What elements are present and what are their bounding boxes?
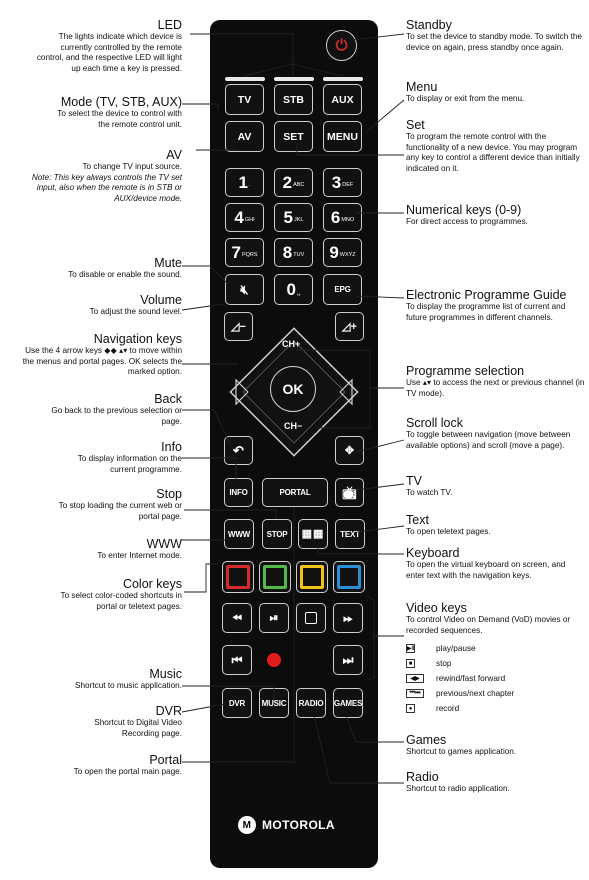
label-menu-title: Menu bbox=[406, 80, 438, 94]
label-text-desc: To open teletext pages. bbox=[406, 527, 491, 536]
www-button[interactable]: WWW bbox=[224, 519, 254, 549]
label-dvr-desc: Shortcut to Digital Video Recording page. bbox=[94, 718, 182, 738]
dvr-button[interactable]: DVR bbox=[222, 688, 252, 718]
label-set bbox=[406, 118, 586, 174]
label-standby-desc: To set the device to standby mode. To switch the device on again, press standby once again. bbox=[406, 32, 582, 52]
label-numerical-desc: For direct access to programmes. bbox=[406, 217, 528, 226]
label-navigation bbox=[0, 332, 182, 378]
label-mute-title: Mute bbox=[154, 256, 182, 270]
aux-mode-button[interactable]: AUX bbox=[323, 84, 362, 115]
label-back-desc: Go back to the previous selection or page. bbox=[51, 406, 182, 426]
stop-page-button[interactable]: STOP bbox=[262, 519, 292, 549]
label-standby bbox=[406, 18, 586, 53]
number-key-8-letters: TUV bbox=[293, 252, 305, 258]
play-pause-button[interactable] bbox=[259, 603, 289, 633]
label-games bbox=[406, 733, 586, 758]
label-menu bbox=[406, 80, 586, 105]
rewind-icon: ⏪︎ bbox=[232, 610, 242, 625]
label-av-title: AV bbox=[166, 148, 182, 162]
av-button[interactable]: AV bbox=[225, 121, 264, 152]
volume-up-icon: ◿+ bbox=[342, 321, 357, 333]
blue-color-key[interactable] bbox=[333, 561, 365, 593]
label-numerical bbox=[406, 203, 586, 228]
label-video-keys bbox=[406, 601, 586, 636]
label-led bbox=[0, 18, 182, 74]
label-portal-title: Portal bbox=[149, 753, 182, 767]
standby-button[interactable] bbox=[326, 30, 357, 61]
number-key-0-sub: ␣ bbox=[296, 290, 301, 296]
label-music bbox=[0, 667, 182, 692]
portal-button[interactable]: PORTAL bbox=[262, 478, 328, 507]
number-key-2[interactable] bbox=[274, 168, 313, 197]
radio-button[interactable]: RADIO bbox=[296, 688, 326, 718]
label-video-desc: To control Video on Demand (VoD) movies or recorded sequences. bbox=[406, 615, 571, 635]
legend-record bbox=[406, 704, 460, 713]
label-tv bbox=[406, 474, 586, 499]
label-games-desc: Shortcut to games application. bbox=[406, 747, 517, 756]
legend-record-text: record bbox=[436, 704, 460, 713]
label-back bbox=[0, 392, 182, 427]
yellow-color-key[interactable] bbox=[296, 561, 328, 593]
next-chapter-button[interactable] bbox=[333, 645, 363, 675]
label-volume-title: Volume bbox=[140, 293, 182, 307]
label-mode bbox=[0, 95, 182, 130]
text-button[interactable]: TEXT bbox=[335, 519, 365, 549]
legend-rewind-forward-text: rewind/fast forward bbox=[436, 674, 506, 683]
label-portal bbox=[0, 753, 182, 778]
label-volume-desc: To adjust the sound level. bbox=[89, 307, 182, 316]
scroll-lock-button[interactable] bbox=[335, 436, 364, 465]
label-keyboard bbox=[406, 546, 586, 581]
label-radio-desc: Shortcut to radio application. bbox=[406, 784, 510, 793]
label-av-desc: To change TV input source. bbox=[82, 162, 182, 171]
ok-button[interactable] bbox=[270, 366, 316, 412]
legend-stop-text: stop bbox=[436, 659, 452, 668]
stop-icon: ■ bbox=[406, 659, 415, 668]
music-button[interactable]: MUSIC bbox=[259, 688, 289, 718]
number-key-6[interactable] bbox=[323, 203, 362, 232]
label-info bbox=[0, 440, 182, 475]
label-dvr-title: DVR bbox=[155, 704, 182, 718]
legend-prev-next-text: previous/next chapter bbox=[436, 689, 515, 698]
label-color-title: Color keys bbox=[122, 577, 182, 591]
number-key-0[interactable] bbox=[274, 274, 313, 305]
number-key-9-letters: WXYZ bbox=[339, 252, 356, 258]
channel-up-button[interactable]: CH+ bbox=[282, 339, 301, 349]
legend-stop bbox=[406, 659, 452, 668]
mute-icon: 🔇︎ bbox=[240, 281, 249, 297]
number-key-2-letters: ABC bbox=[293, 182, 305, 188]
legend-rewind-forward bbox=[406, 674, 506, 683]
stop-button[interactable] bbox=[296, 603, 326, 633]
mute-button[interactable] bbox=[225, 274, 264, 305]
record-icon bbox=[267, 653, 281, 667]
games-button[interactable]: GAMES bbox=[333, 688, 363, 718]
number-key-7[interactable] bbox=[225, 238, 264, 267]
motorola-logo bbox=[238, 816, 335, 834]
legend-play-pause bbox=[406, 644, 476, 653]
label-progsel-desc: Use ▴▾ to access the next or previous channel (in TV mode). bbox=[406, 378, 585, 398]
back-arrow-icon: ↶ bbox=[233, 442, 244, 458]
number-key-1-digit: 1 bbox=[238, 172, 248, 192]
label-epg-title: Electronic Programme Guide bbox=[406, 288, 567, 302]
label-keyboard-title: Keyboard bbox=[406, 546, 460, 560]
label-color bbox=[0, 577, 182, 612]
label-music-desc: Shortcut to music application. bbox=[75, 681, 182, 690]
label-av bbox=[0, 148, 182, 204]
back-button[interactable] bbox=[224, 436, 253, 465]
label-text-title: Text bbox=[406, 513, 429, 527]
label-navigation-desc: Use the 4 arrow keys ◆◆ ▴▾ to move within the menus and portal pages. OK selects the marked option. bbox=[22, 346, 182, 377]
number-key-7-digit: 7 bbox=[231, 242, 241, 262]
label-info-desc: To display information on the current programme. bbox=[77, 454, 182, 474]
rewind-forward-icon: ◀▶ bbox=[406, 674, 424, 683]
number-key-4[interactable] bbox=[225, 203, 264, 232]
label-scroll-lock bbox=[406, 416, 586, 451]
label-back-title: Back bbox=[154, 392, 182, 406]
label-games-title: Games bbox=[406, 733, 447, 747]
power-icon: ⏻ bbox=[335, 37, 348, 54]
label-epg-desc: To display the programme list of current and future programmes in different channels. bbox=[406, 302, 566, 322]
label-mute-desc: To disable or enable the sound. bbox=[68, 270, 182, 279]
label-video-title: Video keys bbox=[406, 601, 467, 615]
label-tv-title: TV bbox=[406, 474, 422, 488]
number-key-4-letters: GHI bbox=[244, 217, 255, 223]
stop-icon bbox=[305, 612, 317, 624]
brand-name: MOTOROLA bbox=[262, 818, 335, 832]
keyboard-icon: ▦▦ bbox=[301, 527, 325, 540]
number-key-8[interactable] bbox=[274, 238, 313, 267]
label-stop-desc: To stop loading the current web or portal page. bbox=[58, 501, 182, 521]
number-key-3-letters: DEF bbox=[342, 182, 354, 188]
number-key-6-digit: 6 bbox=[330, 207, 341, 227]
number-key-1-letters: . bbox=[248, 182, 251, 188]
set-button[interactable]: SET bbox=[274, 121, 313, 152]
rewind-button[interactable] bbox=[222, 603, 252, 633]
legend-prev-next bbox=[406, 689, 515, 698]
motorola-logo-icon: M bbox=[238, 816, 256, 834]
play-pause-icon: ⏯︎ bbox=[269, 611, 279, 624]
number-key-5-digit: 5 bbox=[283, 207, 293, 227]
number-key-4-digit: 4 bbox=[234, 207, 244, 227]
label-www-title: WWW bbox=[146, 537, 182, 551]
label-radio bbox=[406, 770, 586, 795]
label-numerical-title: Numerical keys (0-9) bbox=[406, 203, 522, 217]
label-music-title: Music bbox=[149, 667, 182, 681]
label-stop bbox=[0, 487, 182, 522]
label-info-title: Info bbox=[161, 440, 182, 454]
keyboard-button[interactable] bbox=[298, 519, 328, 549]
led-aux bbox=[323, 77, 363, 81]
label-stop-title: Stop bbox=[156, 487, 182, 501]
label-led-desc: The lights indicate which device is currently controlled by the remote control, and the respective LED will light up each time a key is pressed. bbox=[36, 32, 182, 73]
label-mute bbox=[0, 256, 182, 281]
label-led-title: LED bbox=[157, 18, 182, 32]
label-menu-desc: To display or exit from the menu. bbox=[406, 94, 525, 103]
stb-mode-button[interactable]: STB bbox=[274, 84, 313, 115]
number-key-7-letters: PQRS bbox=[241, 252, 258, 258]
label-set-title: Set bbox=[406, 118, 425, 132]
tv-icon: 📺︎ bbox=[341, 485, 358, 500]
label-color-desc: To select color-coded shortcuts in portal or teletext pages. bbox=[60, 591, 182, 611]
label-text bbox=[406, 513, 586, 538]
number-key-2-digit: 2 bbox=[282, 172, 293, 192]
record-button[interactable] bbox=[259, 645, 289, 675]
prev-next-chapter-icon: ⏮⏭ bbox=[406, 689, 424, 698]
fast-forward-button[interactable] bbox=[333, 603, 363, 633]
epg-button[interactable]: EPG bbox=[323, 274, 362, 305]
label-keyboard-desc: To open the virtual keyboard on screen, and enter text with the navigation keys. bbox=[406, 560, 566, 580]
volume-down-icon: ◿− bbox=[231, 321, 246, 333]
label-dvr bbox=[0, 704, 182, 739]
fast-forward-icon: ⏩︎ bbox=[343, 610, 353, 625]
label-mode-desc: To select the device to control with the remote control unit. bbox=[57, 109, 182, 129]
number-key-3[interactable] bbox=[323, 168, 362, 197]
label-standby-title: Standby bbox=[406, 18, 452, 32]
info-button[interactable]: INFO bbox=[224, 478, 253, 507]
red-color-key[interactable] bbox=[222, 561, 254, 593]
channel-down-button[interactable]: CH− bbox=[284, 421, 303, 431]
label-radio-title: Radio bbox=[406, 770, 439, 784]
label-portal-desc: To open the portal main page. bbox=[73, 767, 182, 776]
tv-button[interactable] bbox=[335, 478, 364, 507]
number-key-5-letters: JKL bbox=[293, 217, 304, 223]
label-mode-title: Mode (TV, STB, AUX) bbox=[60, 95, 182, 109]
label-www-desc: To enter Internet mode. bbox=[97, 551, 182, 560]
scroll-lock-icon: ✥ bbox=[344, 445, 355, 457]
number-key-5[interactable] bbox=[274, 203, 313, 232]
label-tv-desc: To watch TV. bbox=[406, 488, 453, 497]
label-programme-selection bbox=[406, 364, 586, 399]
number-key-9[interactable] bbox=[323, 238, 362, 267]
number-key-6-letters: MNO bbox=[341, 217, 355, 223]
play-pause-icon: ▶‖ bbox=[406, 646, 415, 652]
menu-button[interactable]: MENU bbox=[323, 121, 362, 152]
led-stb bbox=[274, 77, 314, 81]
label-scroll-title: Scroll lock bbox=[406, 416, 463, 430]
tv-mode-button[interactable]: TV bbox=[225, 84, 264, 115]
green-color-key[interactable] bbox=[259, 561, 291, 593]
label-navigation-title: Navigation keys bbox=[93, 332, 182, 346]
label-epg bbox=[406, 288, 586, 323]
previous-chapter-button[interactable] bbox=[222, 645, 252, 675]
label-set-desc: To program the remote control with the functionality of a new device. You may program any key to control a different device than initially indicated on it. bbox=[406, 132, 580, 173]
label-av-note: Note: This key always controls the TV set input, also when the remote is in STB or AUX/device mode. bbox=[31, 172, 182, 203]
legend-play-pause-text: play/pause bbox=[436, 644, 476, 653]
label-scroll-desc: To toggle between navigation (move between available options) and scroll (move a page). bbox=[406, 430, 571, 450]
number-key-3-digit: 3 bbox=[331, 172, 342, 192]
led-tv bbox=[225, 77, 265, 81]
label-progsel-title: Programme selection bbox=[406, 364, 525, 378]
ok-label: OK bbox=[282, 381, 304, 397]
label-www bbox=[0, 537, 182, 562]
previous-chapter-icon: ⏮︎ bbox=[231, 652, 243, 667]
number-key-9-digit: 9 bbox=[329, 242, 339, 262]
label-volume bbox=[0, 293, 182, 318]
number-key-0-digit: 0 bbox=[286, 279, 296, 299]
number-key-1[interactable] bbox=[225, 168, 264, 197]
number-key-8-digit: 8 bbox=[282, 242, 293, 262]
record-icon: ● bbox=[406, 704, 415, 713]
next-chapter-icon: ⏭︎ bbox=[342, 652, 354, 667]
